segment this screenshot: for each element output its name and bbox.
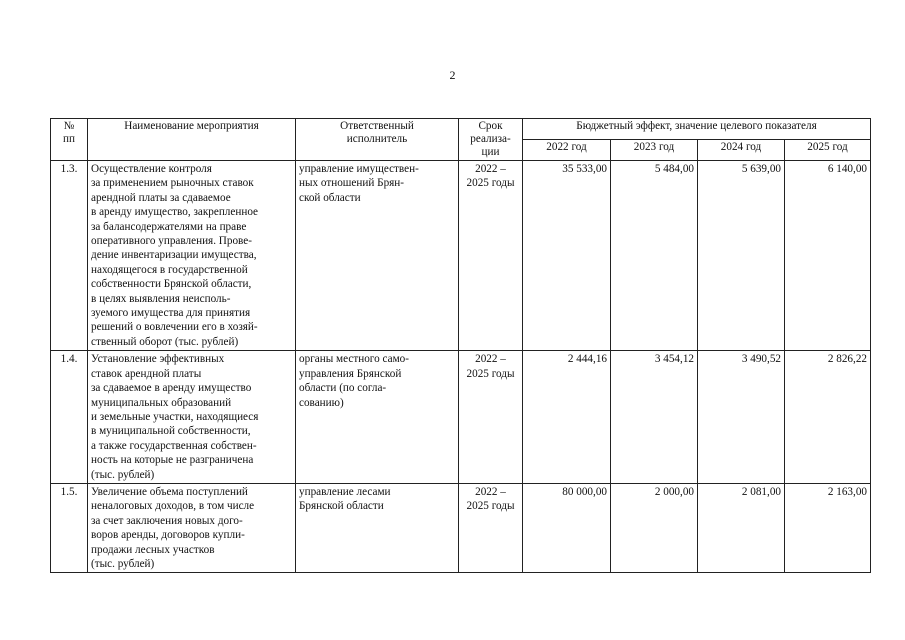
table-row	[51, 483, 871, 572]
row-num: 1.3.	[51, 161, 88, 351]
row-value-2025: 2 163,00	[785, 483, 871, 572]
row-value-2024: 5 639,00	[698, 161, 785, 351]
header-year-2022: 2022 год	[523, 140, 611, 161]
header-row-1	[51, 119, 871, 140]
table-row	[51, 351, 871, 484]
row-name: Осуществление контроля за применением рыночных ставок арендной платы за сдаваемое в аренду имущество, закрепленное за балансодержателями на праве оперативного управления. Прове- дение инвентаризации имущества, находящегося в государственной собственности Брянской области, в целях выявления неисполь- зуемого имущества для принятия решений о вовлечении его в хозяй- ственный оборот (тыс. рублей)	[88, 161, 296, 351]
row-value-2023: 5 484,00	[611, 161, 698, 351]
header-year-2023: 2023 год	[611, 140, 698, 161]
row-executor: управление имуществен- ных отношений Брян- ской области	[296, 161, 459, 351]
row-value-2022: 2 444,16	[523, 351, 611, 484]
table-row	[51, 161, 871, 351]
measures-table	[50, 118, 871, 573]
row-executor: органы местного само- управления Брянской области (по согла- сованию)	[296, 351, 459, 484]
row-value-2023: 2 000,00	[611, 483, 698, 572]
row-value-2022: 35 533,00	[523, 161, 611, 351]
row-name: Увеличение объема поступлений неналоговых доходов, в том числе за счет заключения новых дого- воров аренды, договоров купли- продажи лесных участков (тыс. рублей)	[88, 483, 296, 572]
row-value-2022: 80 000,00	[523, 483, 611, 572]
row-value-2023: 3 454,12	[611, 351, 698, 484]
row-value-2025: 2 826,22	[785, 351, 871, 484]
row-num: 1.5.	[51, 483, 88, 572]
row-value-2025: 6 140,00	[785, 161, 871, 351]
row-term: 2022 – 2025 годы	[459, 483, 523, 572]
header-executor: Ответственный исполнитель	[296, 119, 459, 161]
header-num: № пп	[51, 119, 88, 161]
row-term: 2022 – 2025 годы	[459, 351, 523, 484]
header-year-2025: 2025 год	[785, 140, 871, 161]
page-number: 2	[449, 68, 456, 82]
header-term: Срок реализа- ции	[459, 119, 523, 161]
row-num: 1.4.	[51, 351, 88, 484]
row-value-2024: 3 490,52	[698, 351, 785, 484]
row-name: Установление эффективных ставок арендной платы за сдаваемое в аренду имущество муниципальных образований и земельные участки, находящиеся в муниципальной собственности, а также государственная собствен- ность на которые не разграничена (тыс. рублей)	[88, 351, 296, 484]
row-value-2024: 2 081,00	[698, 483, 785, 572]
header-year-2024: 2024 год	[698, 140, 785, 161]
header-effect: Бюджетный эффект, значение целевого показателя	[523, 119, 871, 140]
header-name: Наименование мероприятия	[88, 119, 296, 161]
row-executor: управление лесами Брянской области	[296, 483, 459, 572]
row-term: 2022 – 2025 годы	[459, 161, 523, 351]
